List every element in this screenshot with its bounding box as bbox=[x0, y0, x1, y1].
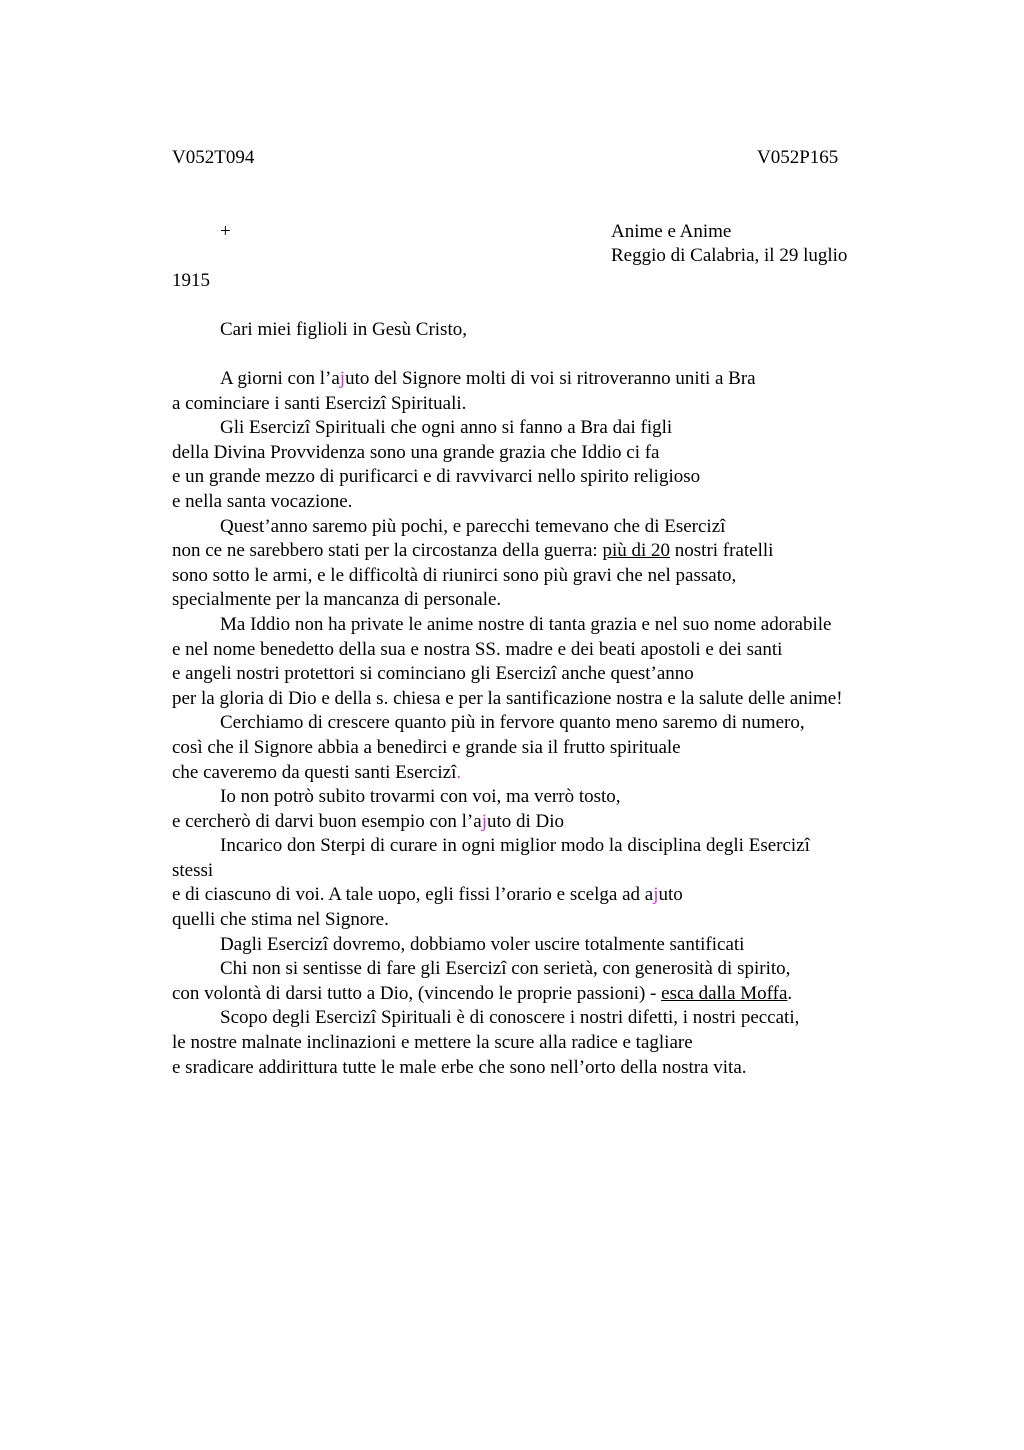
text-run: e nella santa vocazione. bbox=[172, 490, 353, 512]
text-run: con volontà di darsi tutto a Dio, (vincendo le proprie passioni) - bbox=[172, 982, 662, 1004]
text-run: così che il Signore abbia a benedirci e grande sia il frutto spirituale bbox=[172, 736, 681, 758]
text-run: con serietà, con generosità di spirito, bbox=[506, 958, 791, 980]
text-run: le nostre malnate inclinazioni e mettere la scure alla radice e tagliare bbox=[172, 1032, 693, 1054]
highlighted-glyph: j bbox=[339, 368, 346, 389]
text-run: Dagli Esercizi bbox=[220, 933, 329, 955]
text-run: Quest’anno saremo più pochi, e parecchi temevano che di Esercizi bbox=[220, 515, 726, 537]
text-run: anche quest’anno bbox=[556, 663, 694, 685]
body-line bbox=[172, 834, 972, 859]
body-line bbox=[172, 1006, 972, 1031]
body-line bbox=[172, 810, 972, 835]
body-line bbox=[172, 441, 972, 466]
body-line bbox=[172, 416, 972, 441]
text-run: che caveremo da questi santi Esercizi bbox=[172, 761, 457, 783]
text-run: Scopo degli Esercizi bbox=[220, 1007, 377, 1029]
text-run: quelli che stima nel Signore. bbox=[172, 909, 389, 931]
text-run: stessi bbox=[172, 859, 214, 881]
body-line bbox=[172, 883, 972, 908]
text-run: della Divina Provvidenza sono una grande grazia che Iddio ci fa bbox=[172, 441, 660, 463]
text-run: per la gloria di Dio e della s. chiesa e per la santificazione nostra e la salute delle anime! bbox=[172, 687, 843, 709]
highlighted-glyph: j bbox=[653, 884, 659, 906]
body-line bbox=[172, 588, 972, 613]
text-run: uto bbox=[658, 884, 683, 906]
text-run: a cominciare i santi Esercizi bbox=[172, 392, 387, 414]
body-line bbox=[172, 638, 972, 663]
body-line bbox=[172, 736, 972, 761]
body-line bbox=[172, 785, 972, 810]
body-line bbox=[172, 613, 972, 638]
body-line bbox=[172, 908, 972, 933]
text-run: Chi non si sentisse di fare gli Esercizi bbox=[220, 958, 507, 980]
cross-symbol: + bbox=[220, 221, 231, 242]
body-line bbox=[172, 539, 972, 564]
text-run: dovremo, dobbiamo voler uscire totalmente santificati bbox=[328, 933, 745, 955]
highlighted-glyph: j bbox=[481, 810, 487, 832]
text-run: sono sotto le armi, e le difficoltà di riunirci sono più gravi che nel passato, bbox=[172, 564, 737, 586]
text-run: e cercherò di darvi buon esempio con l’a bbox=[172, 810, 482, 832]
body-line bbox=[172, 982, 972, 1007]
text-run: Spirituali è di conoscere i nostri difetti, i nostri peccati, bbox=[376, 1007, 800, 1029]
salutation: Cari miei figlioli in Gesù Cristo, bbox=[220, 319, 467, 340]
body-line bbox=[172, 1031, 972, 1056]
text-run: Cerchiamo di crescere quanto più in fervore quanto meno saremo di numero, bbox=[220, 712, 805, 734]
body-line bbox=[172, 711, 972, 736]
text-run: specialmente per la mancanza di personale. bbox=[172, 589, 502, 611]
document-code-left: V052T094 bbox=[172, 147, 255, 168]
document-code-right: V052P165 bbox=[757, 147, 839, 168]
body-line bbox=[172, 933, 972, 958]
body-line bbox=[172, 859, 972, 884]
text-run: uto del Signore molti di voi si ritroveranno uniti a Bra bbox=[345, 368, 756, 389]
text-run: e un grande mezzo di purificarci e di ravvivarci nello spirito religioso bbox=[172, 466, 701, 488]
text-run: Spirituali che ogni anno si fanno a Bra dai figli bbox=[310, 417, 673, 439]
text-run: e nel nome benedetto della sua e nostra SS. madre e dei beati apostoli e dei santi bbox=[172, 638, 783, 660]
body-line bbox=[172, 1056, 972, 1081]
text-run: A giorni con l’a bbox=[220, 368, 340, 389]
text-run: Gli Esercizi bbox=[220, 417, 311, 439]
body-line bbox=[172, 957, 972, 982]
text-run: non ce ne sarebbero stati per la circostanza della guerra: bbox=[172, 540, 603, 562]
text-run: Io non potrò subito trovarmi con voi, ma verrò tosto, bbox=[220, 786, 621, 808]
underlined-phrase: esca dalla Moffa bbox=[661, 982, 788, 1004]
text-run: e sradicare addirittura tutte le male erbe che sono nell’orto della nostra vita. bbox=[172, 1056, 747, 1078]
highlighted-glyph: ̂. bbox=[456, 761, 462, 783]
text-run: e di ciascuno di voi. A tale uopo, egli fissi l’orario e scelga ad a bbox=[172, 884, 654, 906]
text-run: e angeli nostri protettori si cominciano gli Esercizi bbox=[172, 663, 557, 685]
body-line bbox=[172, 564, 972, 589]
body-line bbox=[172, 490, 972, 515]
text-run: Incarico don Sterpi di curare in ogni miglior modo la disciplina degli Esercizi bbox=[220, 835, 810, 857]
text-run: nostri fratelli bbox=[670, 540, 774, 562]
place-date: Reggio di Calabria, il 29 luglio bbox=[611, 245, 848, 266]
body-line bbox=[172, 367, 972, 392]
body-line bbox=[172, 662, 972, 687]
text-run: Spirituali. bbox=[386, 392, 467, 414]
underlined-phrase: più di 20 bbox=[602, 540, 671, 562]
text-run: . bbox=[787, 982, 793, 1004]
letter-title: Anime e Anime bbox=[611, 221, 732, 242]
letter-body bbox=[172, 367, 972, 1080]
text-run: uto di Dio bbox=[486, 810, 565, 832]
body-line bbox=[172, 687, 972, 712]
body-line bbox=[172, 515, 972, 540]
text-run: Ma Iddio non ha private le anime nostre di tanta grazia e nel suo nome adorabile bbox=[220, 613, 832, 635]
date-year: 1915 bbox=[172, 270, 210, 291]
body-line bbox=[172, 465, 972, 490]
body-line bbox=[172, 761, 972, 786]
body-line bbox=[172, 392, 972, 417]
